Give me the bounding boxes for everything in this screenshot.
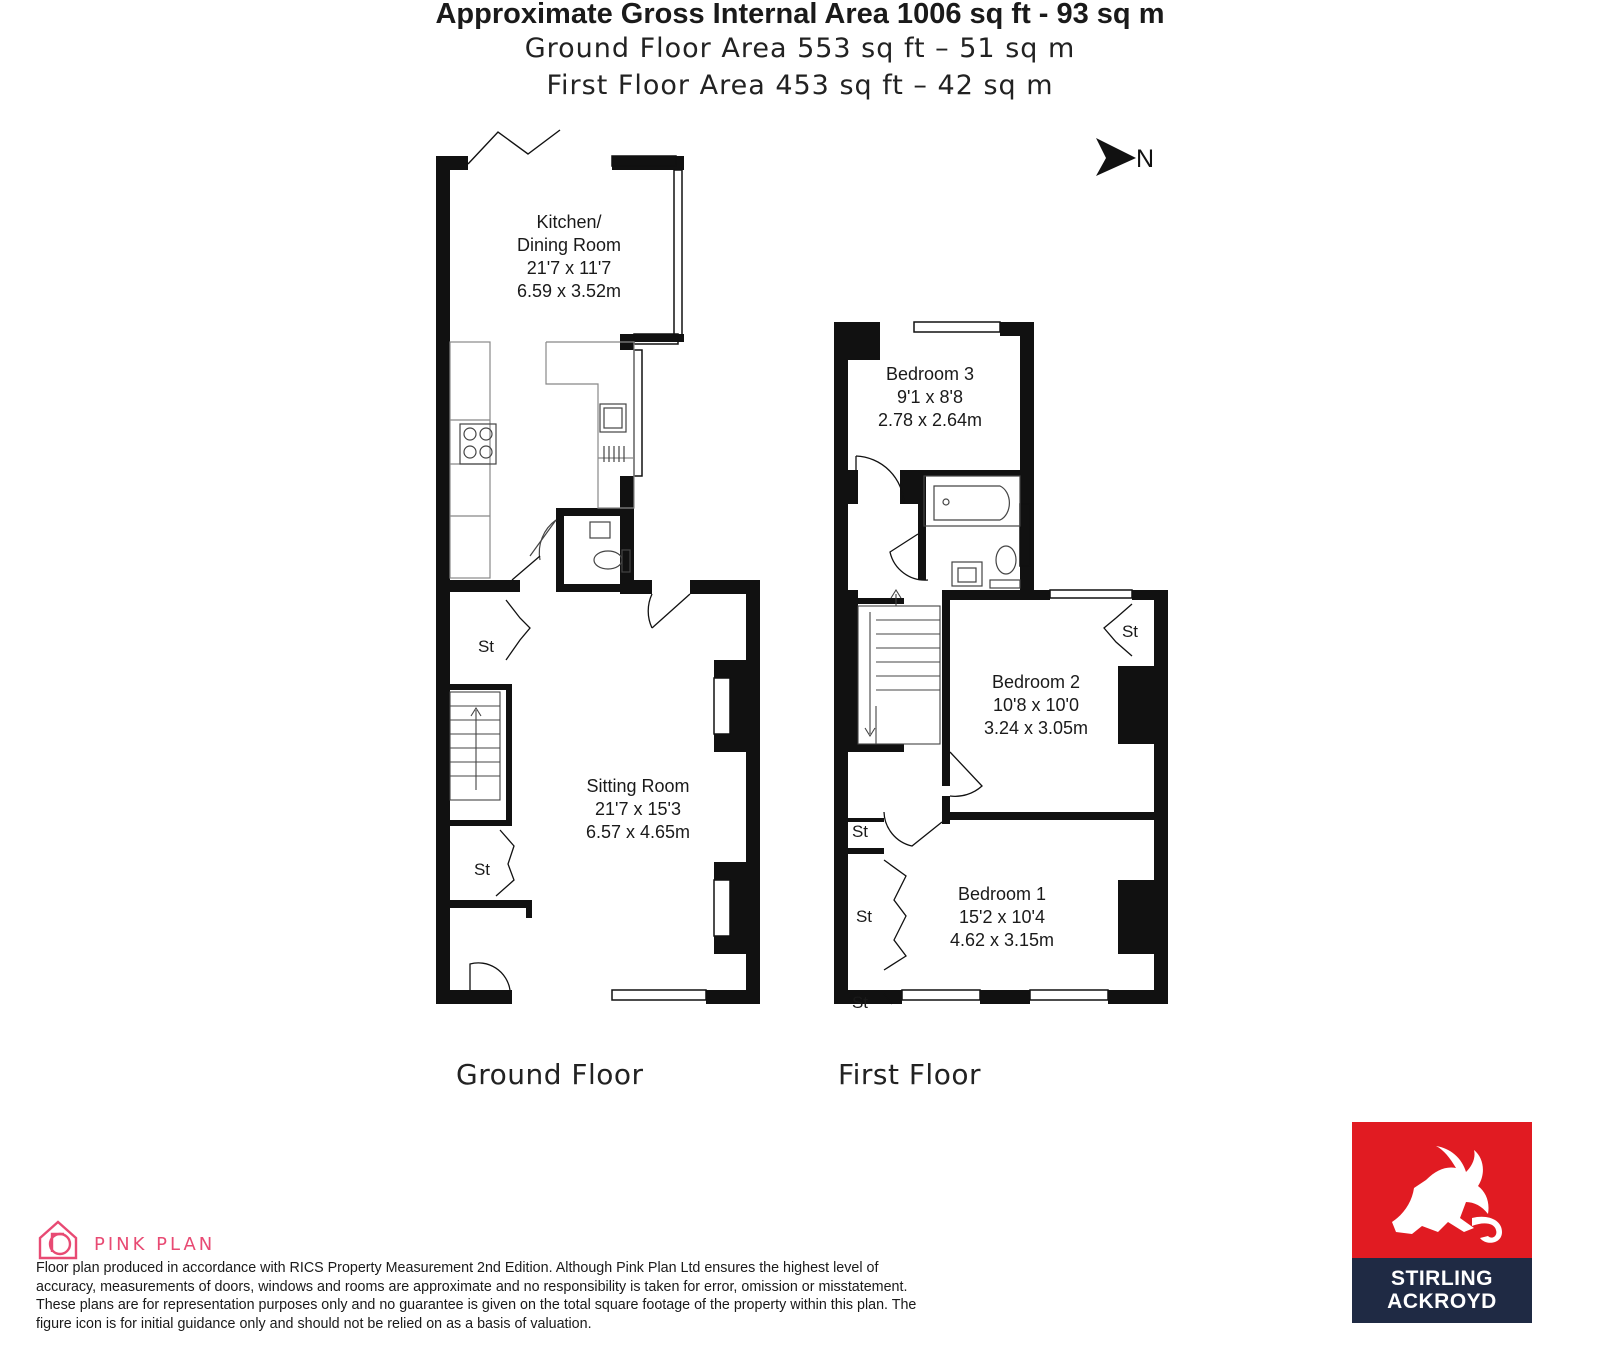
landing-store: St: [851, 822, 869, 841]
bedroom3-label: Bedroom 3: [885, 364, 975, 384]
ground-floor-plan: [436, 130, 760, 1004]
ground-floor-area: Ground Floor Area 553 sq ft – 51 sq m: [524, 33, 1076, 64]
agent-name-line2: ACKROYD: [1387, 1290, 1497, 1313]
first-floor-label: First Floor: [838, 1058, 981, 1091]
bedroom1-small-store: St: [851, 993, 869, 1012]
agent-name: [1352, 1258, 1532, 1323]
bedroom3-metric: 2.78 x 2.64m: [877, 410, 983, 430]
first-floor-plan: [834, 322, 1168, 1012]
bedroom2-imperial: 10'8 x 10'0: [993, 695, 1079, 715]
north-label: N: [1136, 145, 1155, 173]
kitchen-metric: 6.59 x 3.52m: [516, 281, 622, 301]
kitchen-label-1: Kitchen/: [536, 212, 602, 232]
kitchen-label-2: Dining Room: [516, 235, 622, 255]
bedroom1-metric: 4.62 x 3.15m: [949, 930, 1055, 950]
ground-store-lower: St: [473, 860, 491, 879]
first-floor-area: First Floor Area 453 sq ft – 42 sq m: [546, 70, 1054, 101]
bedroom1-imperial: 15'2 x 10'4: [959, 907, 1045, 927]
gross-area-title: Approximate Gross Internal Area 1006 sq ft - 93 sq m: [435, 0, 1165, 30]
bedroom2-metric: 3.24 x 3.05m: [983, 718, 1089, 738]
griffin-icon: [1352, 1122, 1532, 1258]
bedroom2-label: Bedroom 2: [991, 672, 1081, 692]
pink-plan-brand: PINK PLAN: [94, 1234, 216, 1255]
north-arrow-icon: [1096, 138, 1154, 176]
sitting-room-label: Sitting Room: [586, 776, 690, 796]
disclaimer-text: Floor plan produced in accordance with RICS Property Measurement 2nd Edition. Although Pink Plan Ltd ensures the highest level of accuracy, measurements of doors, windows and rooms are approximate and no responsibility is taken for error, omission or misstatement. These plans are for representation purposes only and no guarantee is given on the total square footage of the property within this plan. The figure icon is for initial guidance only and should not be relied on as a basis of valuation.: [36, 1260, 917, 1332]
agent-name-line1: STIRLING: [1391, 1267, 1493, 1290]
bedroom3-imperial: 9'1 x 8'8: [897, 387, 963, 407]
ground-floor-label: Ground Floor: [456, 1058, 644, 1091]
sitting-room-imperial: 21'7 x 15'3: [595, 799, 681, 819]
agent-logo: [1352, 1122, 1532, 1323]
sitting-room-metric: 6.57 x 4.65m: [585, 822, 691, 842]
ground-store-upper: St: [477, 637, 495, 656]
bedroom1-wardrobe-store: St: [855, 907, 873, 926]
bedroom1-label: Bedroom 1: [957, 884, 1047, 904]
kitchen-imperial: 21'7 x 11'7: [526, 258, 612, 278]
bedroom2-store: St: [1121, 622, 1139, 641]
